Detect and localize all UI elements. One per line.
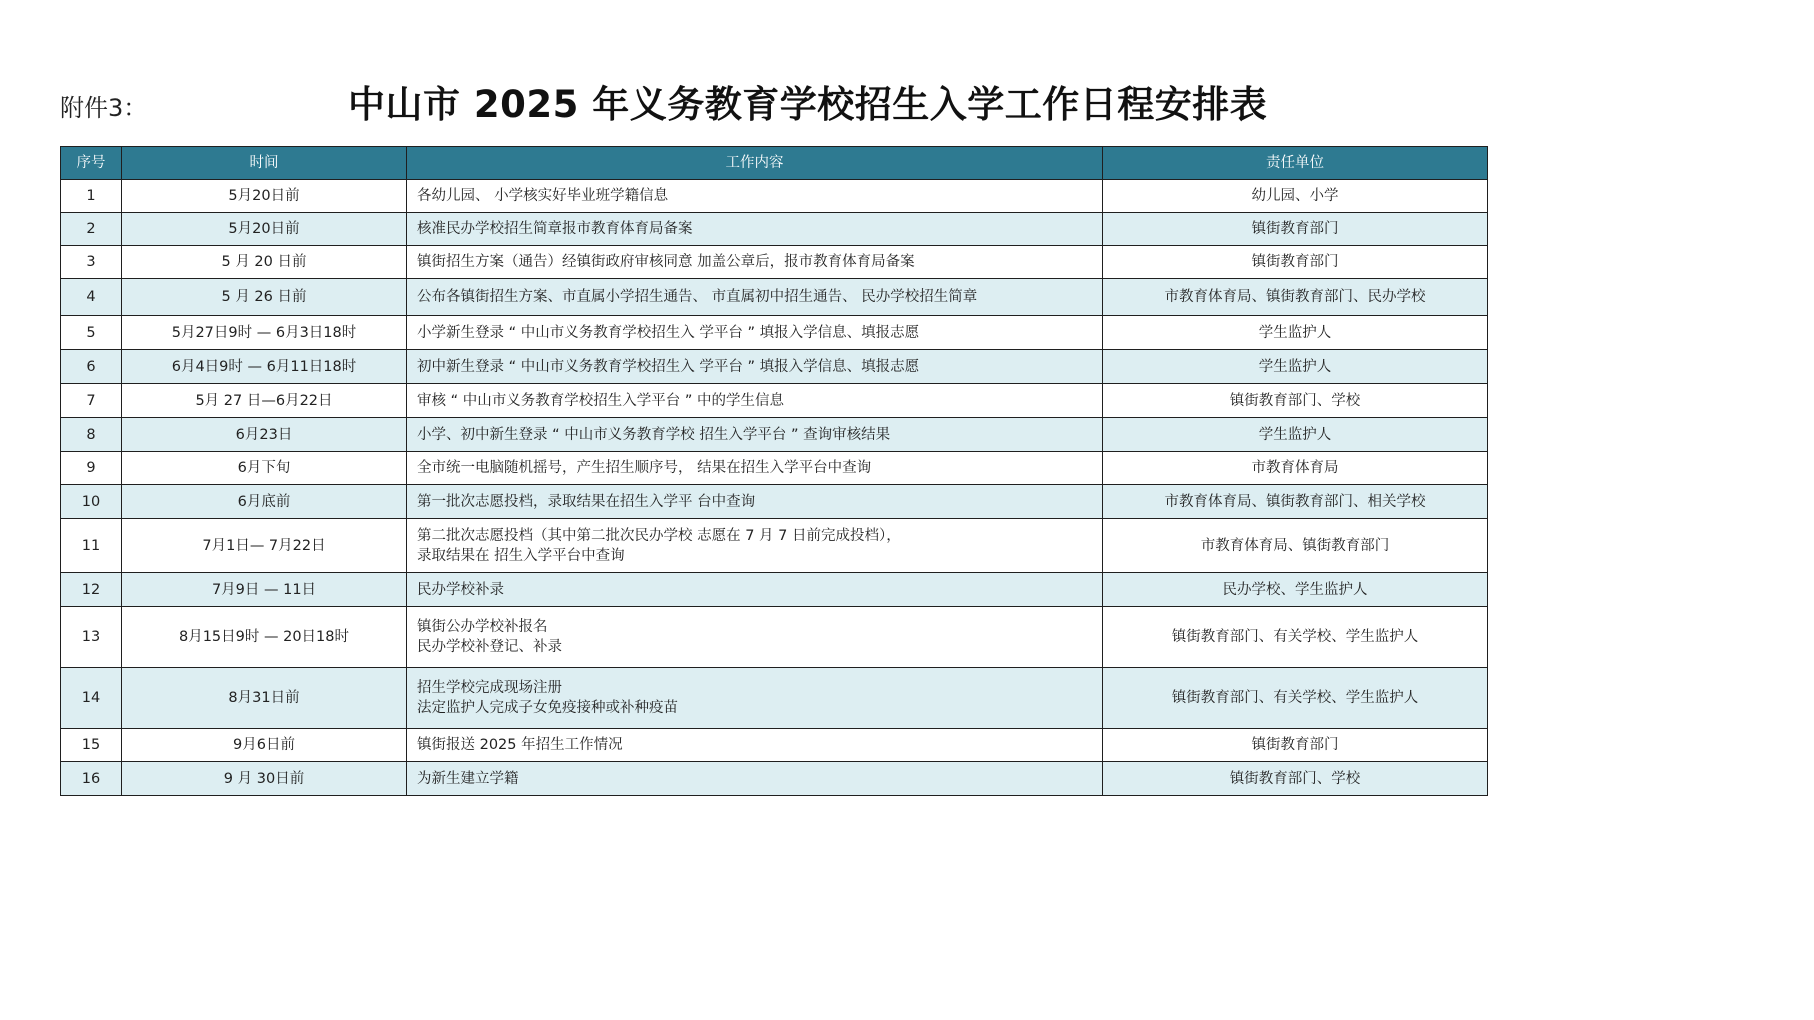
table-row [61, 246, 1488, 279]
table-row [61, 418, 1488, 452]
page-title: 中山市 2025 年义务教育学校招生入学工作日程安排表 [348, 83, 1268, 126]
responsible-unit-cell: 市教育体育局、镇街教育部门 [1103, 519, 1488, 573]
time-cell: 5月20日前 [122, 213, 407, 246]
time-cell: 6月4日9时 — 6月11日18时 [122, 350, 407, 384]
time-cell: 9月6日前 [122, 729, 407, 762]
row-number-cell: 6 [61, 350, 122, 384]
table-row [61, 519, 1488, 573]
responsible-unit-cell: 市教育体育局、镇街教育部门、相关学校 [1103, 485, 1488, 519]
content-line: 镇街公办学校补报名 [417, 619, 548, 635]
responsible-unit-cell: 市教育体育局 [1103, 452, 1488, 485]
table-row [61, 350, 1488, 384]
time-cell: 5月20日前 [122, 180, 407, 213]
content-line: 第二批次志愿投档（其中第二批次民办学校 志愿在 7 月 7 日前完成投档）， [417, 527, 901, 544]
content-line: 初中新生登录 “ 中山市义务教育学校招生入 学平台 ” 填报入学信息、填报志愿 [417, 358, 920, 375]
time-cell: 5 月 26 日前 [122, 279, 407, 316]
content-line: 小学、初中新生登录 “ 中山市义务教育学校 招生入学平台 ” 查询审核结果 [417, 426, 891, 443]
responsible-unit-cell: 镇街教育部门 [1103, 213, 1488, 246]
table-row [61, 279, 1488, 316]
content-cell [407, 213, 1103, 246]
responsible-unit-cell: 学生监护人 [1103, 418, 1488, 452]
row-number-cell: 10 [61, 485, 122, 519]
content-line: 全市统一电脑随机摇号，产生招生顺序号， 结果在招生入学平台中查询 [417, 460, 872, 476]
row-number-cell: 7 [61, 384, 122, 418]
content-line: 审核 “ 中山市义务教育学校招生入学平台 ” 中的学生信息 [417, 392, 784, 409]
content-cell [407, 316, 1103, 350]
row-number-cell: 3 [61, 246, 122, 279]
column-header-no: 序号 [61, 147, 122, 180]
content-line: 核准民办学校招生简章报市教育体育局备案 [417, 221, 693, 237]
attachment-label: 附件3： [60, 94, 148, 122]
time-cell: 7月9日 — 11日 [122, 573, 407, 607]
content-line: 镇街报送 2025 年招生工作情况 [417, 737, 623, 753]
responsible-unit-cell: 镇街教育部门、学校 [1103, 384, 1488, 418]
content-cell [407, 762, 1103, 796]
content-cell [407, 668, 1103, 729]
content-line: 各幼儿园、 小学核实好毕业班学籍信息 [417, 188, 669, 204]
table-row [61, 729, 1488, 762]
responsible-unit-cell: 镇街教育部门 [1103, 729, 1488, 762]
content-line: 民办学校补录 [417, 581, 504, 598]
responsible-unit-cell: 学生监护人 [1103, 350, 1488, 384]
row-number-cell: 15 [61, 729, 122, 762]
row-number-cell: 2 [61, 213, 122, 246]
responsible-unit-cell: 学生监护人 [1103, 316, 1488, 350]
row-number-cell: 1 [61, 180, 122, 213]
table-row [61, 316, 1488, 350]
table-row [61, 452, 1488, 485]
responsible-unit-cell: 镇街教育部门、有关学校、学生监护人 [1103, 668, 1488, 729]
content-cell [407, 350, 1103, 384]
content-cell [407, 279, 1103, 316]
time-cell: 6月23日 [122, 418, 407, 452]
time-cell: 6月下旬 [122, 452, 407, 485]
table-row [61, 180, 1488, 213]
time-cell: 8月31日前 [122, 668, 407, 729]
responsible-unit-cell: 民办学校、学生监护人 [1103, 573, 1488, 607]
row-number-cell: 9 [61, 452, 122, 485]
time-cell: 9 月 30日前 [122, 762, 407, 796]
table-row [61, 573, 1488, 607]
content-cell [407, 573, 1103, 607]
table-header-row [61, 147, 1488, 180]
time-cell: 8月15日9时 — 20日18时 [122, 607, 407, 668]
schedule-table [60, 146, 1488, 796]
content-cell [407, 418, 1103, 452]
content-line: 为新生建立学籍 [417, 770, 519, 787]
table-row [61, 607, 1488, 668]
responsible-unit-cell: 镇街教育部门、有关学校、学生监护人 [1103, 607, 1488, 668]
time-cell: 6月底前 [122, 485, 407, 519]
table-row [61, 213, 1488, 246]
time-cell: 5月 27 日—6月22日 [122, 384, 407, 418]
time-cell: 5 月 20 日前 [122, 246, 407, 279]
content-line: 小学新生登录 “ 中山市义务教育学校招生入 学平台 ” 填报入学信息、填报志愿 [417, 324, 920, 341]
row-number-cell: 12 [61, 573, 122, 607]
content-line: 公布各镇街招生方案、市直属小学招生通告、 市直属初中招生通告、 民办学校招生简章 [417, 289, 978, 305]
row-number-cell: 13 [61, 607, 122, 668]
row-number-cell: 16 [61, 762, 122, 796]
content-cell [407, 607, 1103, 668]
responsible-unit-cell: 镇街教育部门 [1103, 246, 1488, 279]
table-row [61, 762, 1488, 796]
content-line: 法定监护人完成子女免疫接种或补种疫苗 [417, 700, 678, 716]
column-header-unit: 责任单位 [1103, 147, 1488, 180]
row-number-cell: 5 [61, 316, 122, 350]
row-number-cell: 11 [61, 519, 122, 573]
column-header-content: 工作内容 [407, 147, 1103, 180]
content-line: 第一批次志愿投档，录取结果在招生入学平 台中查询 [417, 493, 756, 510]
content-cell [407, 246, 1103, 279]
row-number-cell: 14 [61, 668, 122, 729]
time-cell: 5月27日9时 — 6月3日18时 [122, 316, 407, 350]
content-cell [407, 384, 1103, 418]
column-header-time: 时间 [122, 147, 407, 180]
responsible-unit-cell: 幼儿园、小学 [1103, 180, 1488, 213]
table-row [61, 485, 1488, 519]
responsible-unit-cell: 市教育体育局、镇街教育部门、民办学校 [1103, 279, 1488, 316]
row-number-cell: 4 [61, 279, 122, 316]
content-cell [407, 452, 1103, 485]
content-line: 招生学校完成现场注册 [417, 680, 562, 696]
time-cell: 7月1日— 7月22日 [122, 519, 407, 573]
content-line: 民办学校补登记、补录 [417, 639, 562, 655]
content-cell [407, 485, 1103, 519]
content-cell [407, 180, 1103, 213]
table-row [61, 668, 1488, 729]
content-line: 录取结果在 招生入学平台中查询 [417, 547, 625, 564]
content-line: 镇街招生方案（通告）经镇街政府审核同意 加盖公章后，报市教育体育局备案 [417, 254, 915, 270]
content-cell [407, 519, 1103, 573]
content-cell [407, 729, 1103, 762]
row-number-cell: 8 [61, 418, 122, 452]
responsible-unit-cell: 镇街教育部门、学校 [1103, 762, 1488, 796]
table-row [61, 384, 1488, 418]
